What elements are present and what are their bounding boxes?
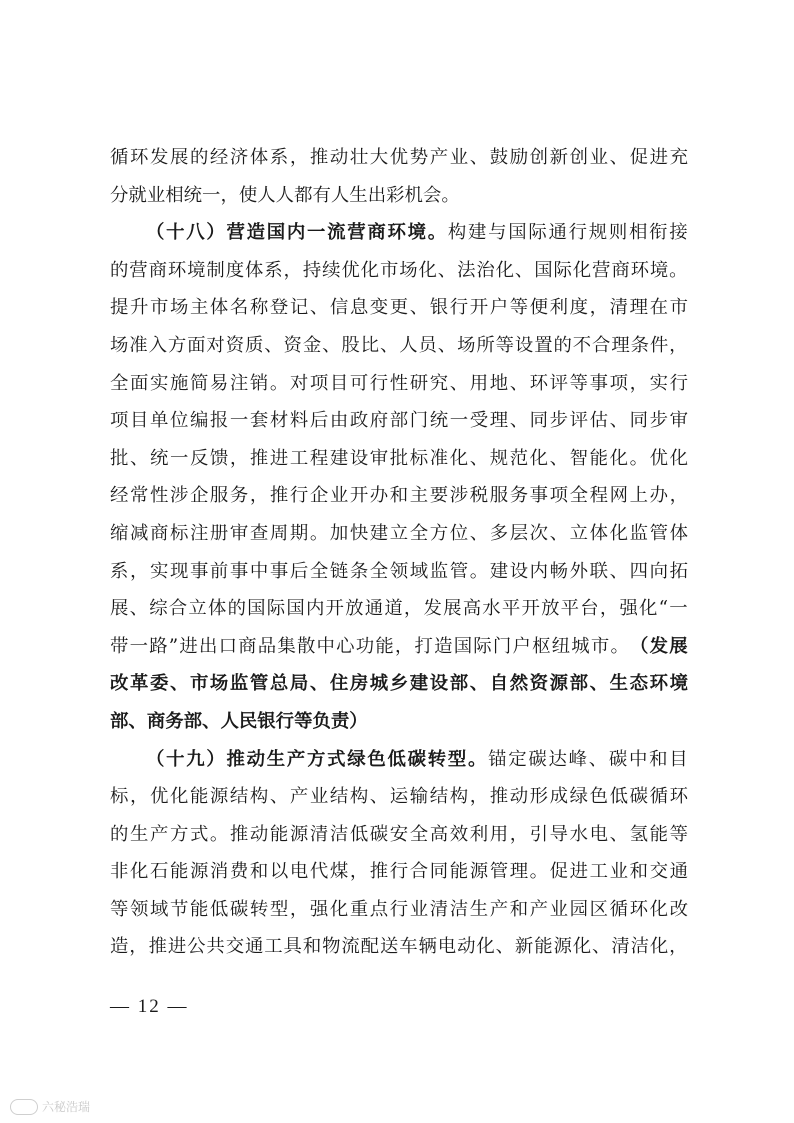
text-line: 缩 减 商 标 注 册 审 查 周 期 。 加 快 建 立 全 方 位 、 多 层 次 、 立 体 化 监 管 体	[110, 522, 688, 544]
watermark	[10, 1098, 90, 1115]
text-line: 改 革 委 、 市 场 监 管 总 局 、 住 房 城 乡 建 设 部 、 自 然 资 源 部 、 生 态 环 境	[110, 673, 688, 695]
text-line: 循 环 发 展 的 经 济 体 系 ， 推 动 壮 大 优 势 产 业 、 鼓 励 创 新 创 业 、 促 进 充	[110, 147, 688, 168]
page-number: — 12 —	[110, 996, 189, 1017]
text-line: 提 升 市 场 主 体 名 称 登 记 、 信 息 变 更 、 银 行 开 户 等 便 利 度 ， 清 理 在 市	[110, 297, 688, 319]
text-line: 的 生 产 方 式 。 推 动 能 源 清 洁 低 碳 安 全 高 效 利 用 ， 引 导 水 电 、 氢 能 等	[110, 823, 688, 845]
text-line: 的 营 商 环 境 制 度 体 系 ， 持 续 优 化 市 场 化 、 法 治 化 、 国 际 化 营 商 环 境 。	[110, 259, 688, 281]
text-line: （ 十 八 ） 营 造 国 内 一 流 营 商 环 境 。 构 建 与 国 际 通 行 规 则 相 衔 接	[146, 222, 688, 244]
text-line: 部 、 商 务 部 、 人 民 银 行 等 负 责 ）	[110, 710, 368, 732]
text-line: 批 、 统 一 反 馈 ， 推 进 工 程 建 设 审 批 标 准 化 、 规 范 化 、 智 能 化 。 优 化	[110, 447, 688, 469]
text-line: 非 化 石 能 源 消 费 和 以 电 代 煤 ， 推 行 合 同 能 源 管 理 。 促 进 工 业 和 交 通	[110, 861, 688, 883]
document-body	[110, 139, 688, 966]
text-line: 全 面 实 施 简 易 注 销 。 对 项 目 可 行 性 研 究 、 用 地 、 环 评 等 事 项 ， 实 行	[110, 372, 688, 394]
text-line: 经 常 性 涉 企 服 务 ， 推 行 企 业 开 办 和 主 要 涉 税 服 务 事 项 全 程 网 上 办 ，	[110, 485, 688, 507]
text-line: 系 ， 实 现 事 前 事 中 事 后 全 链 条 全 领 域 监 管 。 建 设 内 畅 外 联 、 四 向 拓	[110, 560, 688, 582]
text-line: 带 一 路 ” 进 出 口 商 品 集 散 中 心 功 能 ， 打 造 国 际 门 户 枢 纽 城 市 。 （ 发 展	[110, 635, 688, 657]
text-line: 造 ， 推 进 公 共 交 通 工 具 和 物 流 配 送 车 辆 电 动 化 、 新 能 源 化 、 清 洁 化 ，	[110, 936, 688, 958]
watermark-logo-icon	[10, 1099, 38, 1115]
text-line: 等 领 域 节 能 低 碳 转 型 ， 强 化 重 点 行 业 清 洁 生 产 和 产 业 园 区 循 环 化 改	[110, 898, 688, 920]
text-line: 展 、 综 合 立 体 的 国 际 国 内 开 放 通 道 ， 发 展 高 水 平 开 放 平 台 ， 强 化 “ 一	[110, 598, 688, 620]
watermark-text: 六秘浩瑞	[42, 1100, 91, 1114]
text-line: 分 就 业 相 统 一 ， 使 人 人 都 有 人 生 出 彩 机 会 。	[110, 184, 460, 206]
text-line: （ 十 九 ） 推 动 生 产 方 式 绿 色 低 碳 转 型 。 锚 定 碳 达 峰 、 碳 中 和 目	[146, 748, 688, 770]
text-line: 场 准 入 方 面 对 资 质 、 资 金 、 股 比 、 人 员 、 场 所 等 设 置 的 不 合 理 条 件 ，	[110, 334, 688, 356]
text-line: 标 ， 优 化 能 源 结 构 、 产 业 结 构 、 运 输 结 构 ， 推 动 形 成 绿 色 低 碳 循 环	[110, 786, 688, 808]
text-line: 项 目 单 位 编 报 一 套 材 料 后 由 政 府 部 门 统 一 受 理 、 同 步 评 估 、 同 步 审	[110, 410, 688, 432]
